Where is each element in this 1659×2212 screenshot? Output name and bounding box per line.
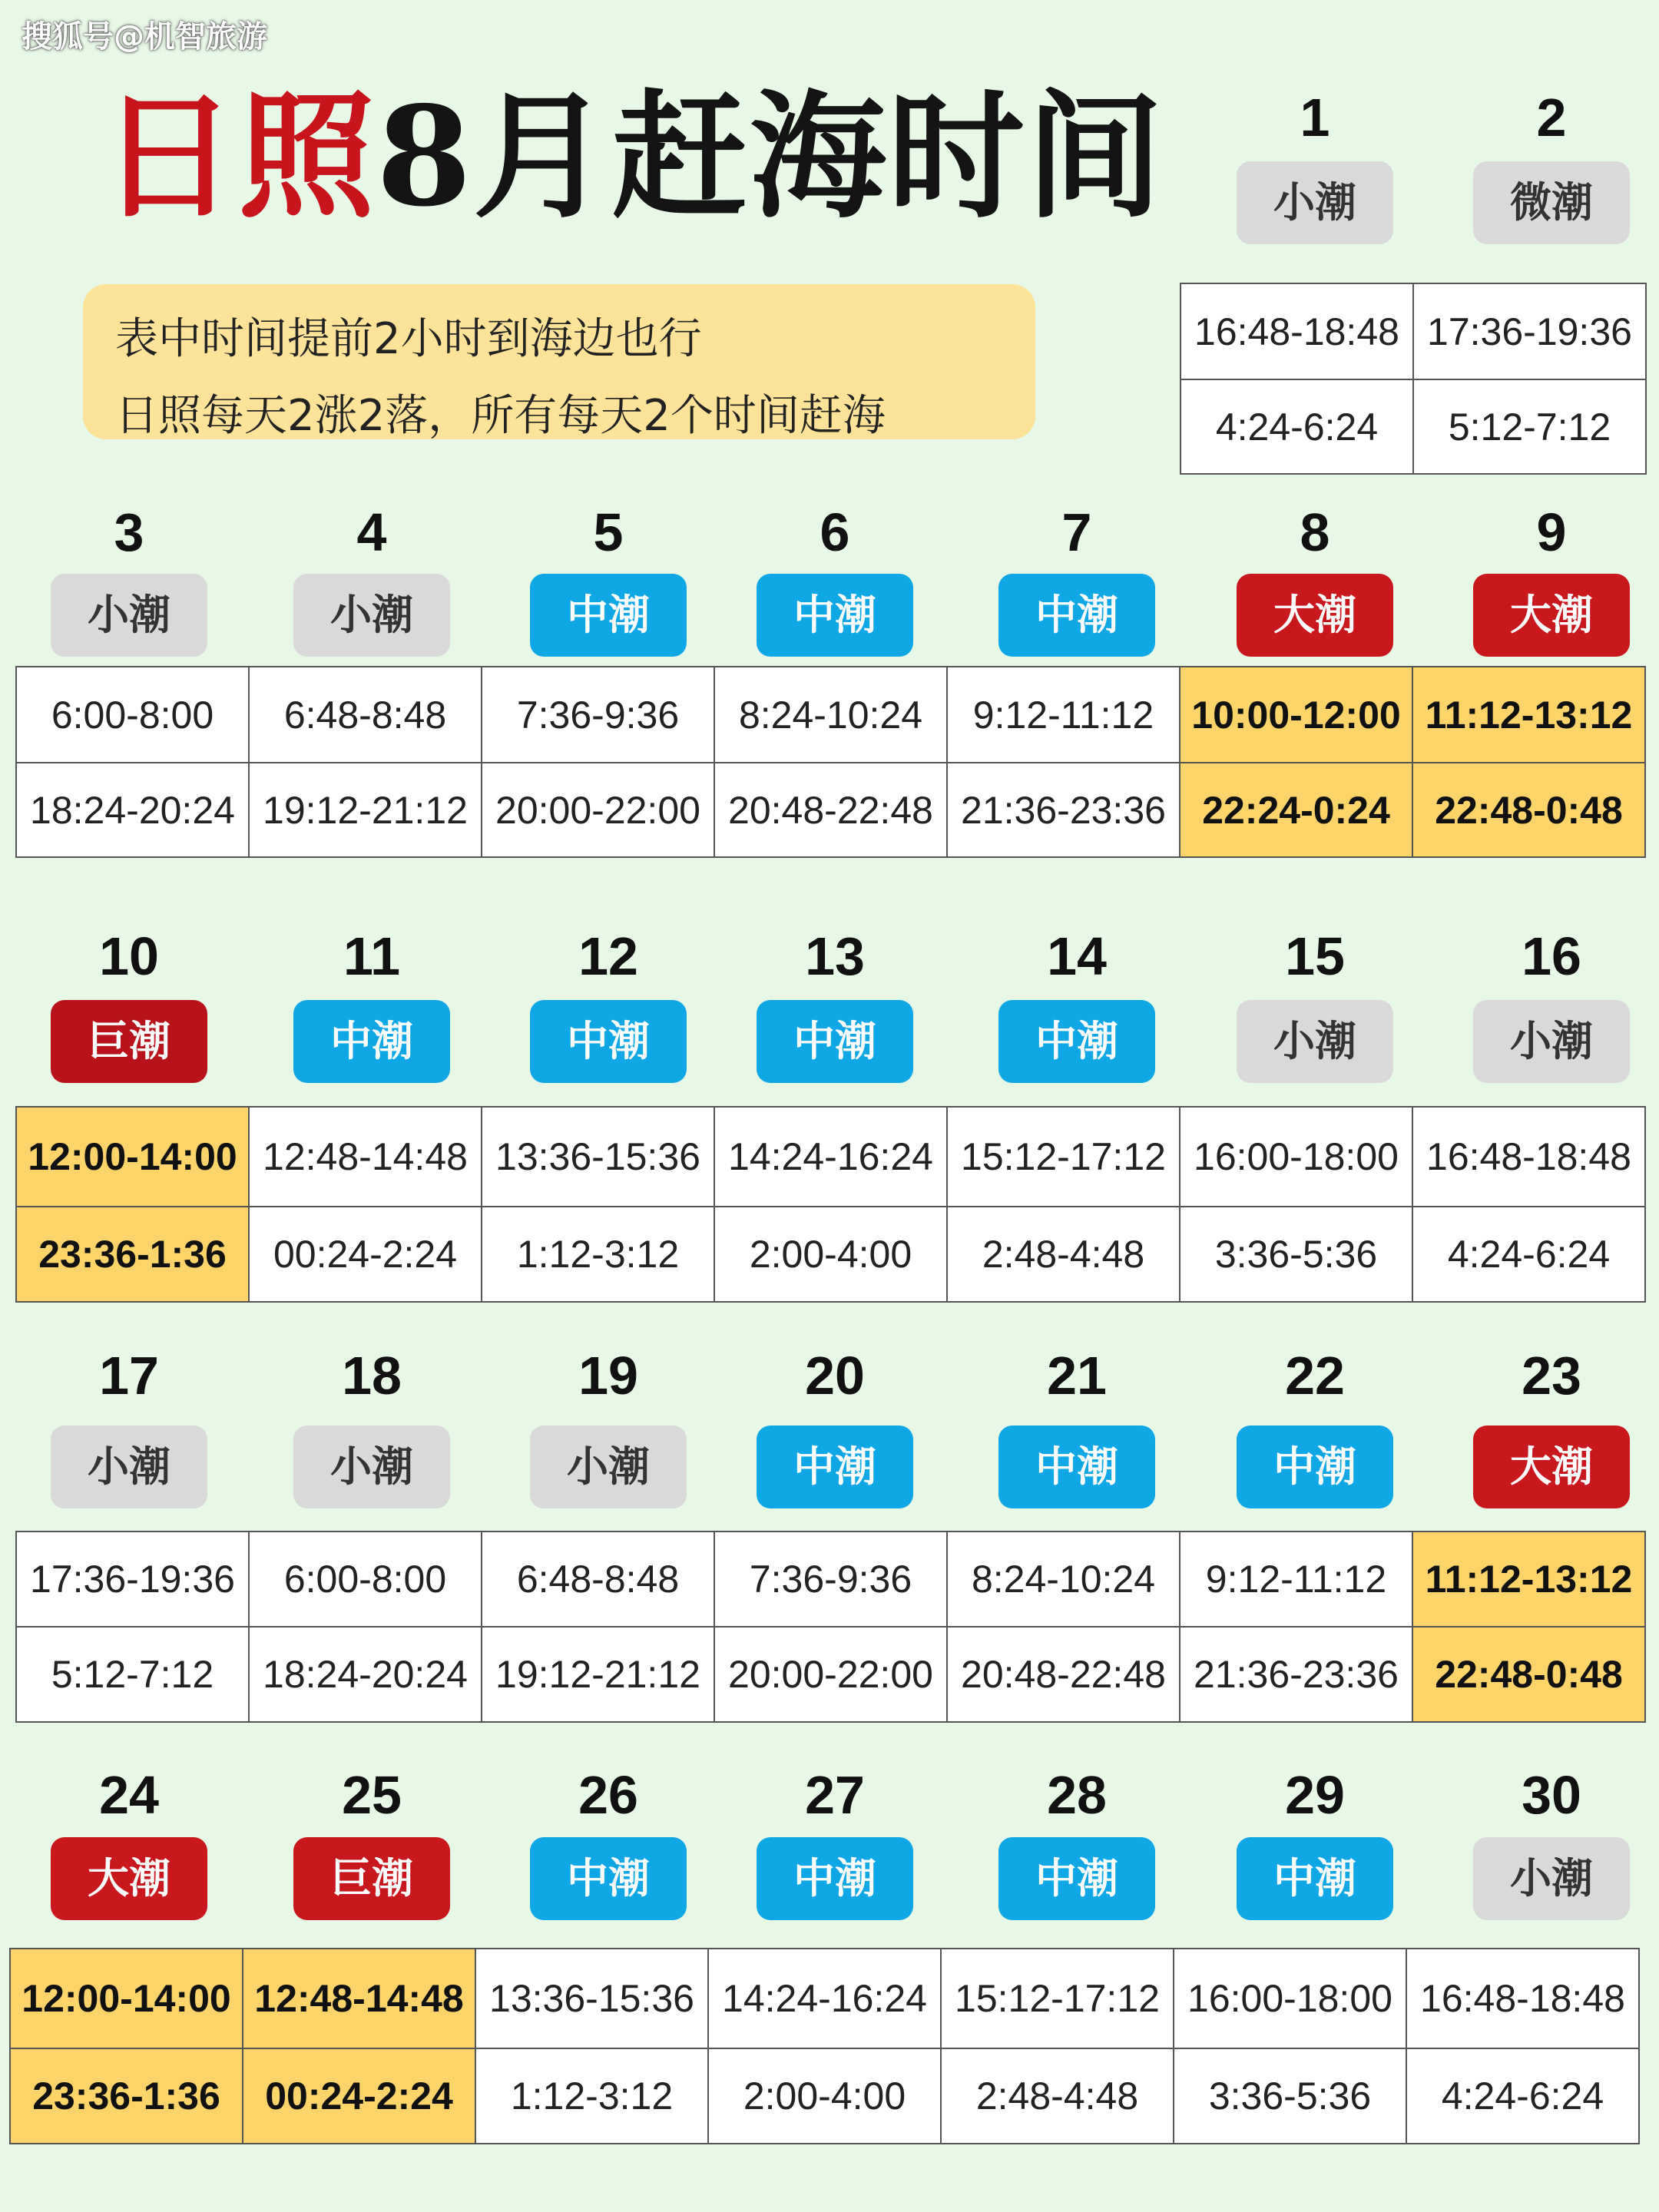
table-row bbox=[16, 667, 1645, 763]
day-number: 12 bbox=[578, 926, 638, 986]
tide-badge: 小潮 bbox=[293, 574, 450, 657]
day-number: 13 bbox=[805, 926, 865, 986]
title-city: 日照 bbox=[100, 76, 376, 237]
tide-badge: 小潮 bbox=[293, 1426, 450, 1508]
tide-badge: 中潮 bbox=[530, 1837, 687, 1920]
day-number: 16 bbox=[1522, 926, 1581, 986]
tide-badge: 中潮 bbox=[1237, 1426, 1393, 1508]
time-cell: 18:24-20:24 bbox=[16, 763, 249, 857]
tide-badge: 大潮 bbox=[1473, 574, 1630, 657]
time-cell: 17:36-19:36 bbox=[1413, 283, 1646, 379]
day-number: 14 bbox=[1047, 926, 1107, 986]
tide-badge: 中潮 bbox=[998, 574, 1155, 657]
time-cell: 16:48-18:48 bbox=[1412, 1107, 1645, 1207]
day-number: 30 bbox=[1522, 1765, 1581, 1825]
time-cell: 22:24-0:24 bbox=[1180, 763, 1412, 857]
tide-badge: 中潮 bbox=[757, 574, 913, 657]
tide-time-table bbox=[15, 666, 1646, 858]
day-number: 4 bbox=[356, 502, 387, 562]
time-cell: 12:48-14:48 bbox=[249, 1107, 482, 1207]
tide-badge: 中潮 bbox=[998, 1426, 1155, 1508]
day-number: 22 bbox=[1285, 1346, 1345, 1406]
time-cell: 20:00-22:00 bbox=[482, 763, 714, 857]
tide-badge: 大潮 bbox=[1473, 1426, 1630, 1508]
table-row bbox=[16, 1532, 1645, 1627]
time-cell: 3:36-5:36 bbox=[1174, 2048, 1406, 2144]
tide-time-table bbox=[15, 1531, 1646, 1723]
time-cell: 2:48-4:48 bbox=[941, 2048, 1174, 2144]
time-cell: 10:00-12:00 bbox=[1180, 667, 1412, 763]
time-cell: 12:48-14:48 bbox=[243, 1949, 475, 2048]
time-cell: 6:00-8:00 bbox=[249, 1532, 482, 1627]
tide-badge: 微潮 bbox=[1473, 161, 1630, 244]
day-number: 23 bbox=[1522, 1346, 1581, 1406]
time-cell: 15:12-17:12 bbox=[947, 1107, 1180, 1207]
table-row bbox=[16, 1627, 1645, 1722]
day-number: 5 bbox=[593, 502, 624, 562]
tide-badge: 小潮 bbox=[1237, 1000, 1393, 1083]
tide-badge: 小潮 bbox=[51, 574, 207, 657]
day-number: 10 bbox=[99, 926, 159, 986]
day-number: 24 bbox=[99, 1765, 159, 1825]
tide-badge: 大潮 bbox=[51, 1837, 207, 1920]
time-cell: 21:36-23:36 bbox=[947, 763, 1180, 857]
time-cell: 5:12-7:12 bbox=[1413, 379, 1646, 474]
time-cell: 22:48-0:48 bbox=[1412, 1627, 1645, 1722]
time-cell: 7:36-9:36 bbox=[714, 1532, 947, 1627]
table-row bbox=[16, 1207, 1645, 1302]
table-row bbox=[16, 1107, 1645, 1207]
time-cell: 23:36-1:36 bbox=[16, 1207, 249, 1302]
note-line-1: 表中时间提前2小时到海边也行 bbox=[115, 314, 702, 364]
time-cell: 4:24-6:24 bbox=[1412, 1207, 1645, 1302]
tide-badge: 中潮 bbox=[530, 574, 687, 657]
tide-badge: 小潮 bbox=[51, 1426, 207, 1508]
tide-badge: 小潮 bbox=[1473, 1000, 1630, 1083]
time-cell: 9:12-11:12 bbox=[947, 667, 1180, 763]
time-cell: 8:24-10:24 bbox=[947, 1532, 1180, 1627]
time-cell: 6:00-8:00 bbox=[16, 667, 249, 763]
day-number: 9 bbox=[1536, 502, 1567, 562]
time-cell: 12:00-14:00 bbox=[10, 1949, 243, 2048]
tide-badge: 中潮 bbox=[757, 1426, 913, 1508]
tide-badge: 中潮 bbox=[530, 1000, 687, 1083]
day-number: 29 bbox=[1285, 1765, 1345, 1825]
time-cell: 16:48-18:48 bbox=[1181, 283, 1413, 379]
tide-badge: 小潮 bbox=[530, 1426, 687, 1508]
day-number: 2 bbox=[1536, 88, 1567, 147]
time-cell: 2:00-4:00 bbox=[708, 2048, 941, 2144]
time-cell: 14:24-16:24 bbox=[708, 1949, 941, 2048]
time-cell: 14:24-16:24 bbox=[714, 1107, 947, 1207]
day-number: 18 bbox=[342, 1346, 402, 1406]
time-cell: 21:36-23:36 bbox=[1180, 1627, 1412, 1722]
time-cell: 8:24-10:24 bbox=[714, 667, 947, 763]
time-cell: 16:48-18:48 bbox=[1406, 1949, 1639, 2048]
day-number: 20 bbox=[805, 1346, 865, 1406]
day-number: 19 bbox=[578, 1346, 638, 1406]
time-cell: 2:48-4:48 bbox=[947, 1207, 1180, 1302]
tide-time-table bbox=[15, 1106, 1646, 1303]
day-number: 8 bbox=[1300, 502, 1330, 562]
time-cell: 17:36-19:36 bbox=[16, 1532, 249, 1627]
time-cell: 19:12-21:12 bbox=[249, 763, 482, 857]
time-cell: 13:36-15:36 bbox=[482, 1107, 714, 1207]
day-number: 21 bbox=[1047, 1346, 1107, 1406]
day-number: 11 bbox=[343, 926, 400, 986]
tide-badge: 中潮 bbox=[998, 1000, 1155, 1083]
tide-badge: 大潮 bbox=[1237, 574, 1393, 657]
time-cell: 19:12-21:12 bbox=[482, 1627, 714, 1722]
time-cell: 2:00-4:00 bbox=[714, 1207, 947, 1302]
tide-time-table bbox=[9, 1948, 1640, 2144]
day-number: 27 bbox=[805, 1765, 865, 1825]
time-cell: 20:00-22:00 bbox=[714, 1627, 947, 1722]
table-row bbox=[1181, 283, 1646, 379]
day-number: 6 bbox=[820, 502, 850, 562]
watermark: 搜狐号@机智旅游 bbox=[22, 19, 267, 55]
day-number: 15 bbox=[1285, 926, 1345, 986]
table-row bbox=[10, 2048, 1639, 2144]
time-cell: 00:24-2:24 bbox=[249, 1207, 482, 1302]
time-cell: 16:00-18:00 bbox=[1174, 1949, 1406, 2048]
day-number: 7 bbox=[1061, 502, 1092, 562]
time-cell: 20:48-22:48 bbox=[947, 1627, 1180, 1722]
time-cell: 23:36-1:36 bbox=[10, 2048, 243, 2144]
time-cell: 22:48-0:48 bbox=[1412, 763, 1645, 857]
table-row bbox=[1181, 379, 1646, 474]
time-cell: 15:12-17:12 bbox=[941, 1949, 1174, 2048]
day-number: 1 bbox=[1300, 88, 1330, 147]
time-cell: 11:12-13:12 bbox=[1412, 1532, 1645, 1627]
time-cell: 12:00-14:00 bbox=[16, 1107, 249, 1207]
day-number: 17 bbox=[99, 1346, 159, 1406]
time-cell: 6:48-8:48 bbox=[482, 1532, 714, 1627]
tide-time-table bbox=[1180, 283, 1647, 475]
time-cell: 00:24-2:24 bbox=[243, 2048, 475, 2144]
time-cell: 9:12-11:12 bbox=[1180, 1532, 1412, 1627]
day-number: 25 bbox=[342, 1765, 402, 1825]
note-line-2: 日照每天2涨2落，所有每天2个时间赶海 bbox=[115, 391, 886, 441]
tide-badge: 小潮 bbox=[1237, 161, 1393, 244]
tide-badge: 巨潮 bbox=[293, 1837, 450, 1920]
note-box bbox=[83, 284, 1035, 439]
day-number: 28 bbox=[1047, 1765, 1107, 1825]
time-cell: 1:12-3:12 bbox=[482, 1207, 714, 1302]
tide-badge: 中潮 bbox=[757, 1000, 913, 1083]
table-row bbox=[16, 763, 1645, 857]
tide-badge: 巨潮 bbox=[51, 1000, 207, 1083]
title-main: 8月赶海时间 bbox=[376, 76, 1164, 237]
time-cell: 7:36-9:36 bbox=[482, 667, 714, 763]
tide-badge: 小潮 bbox=[1473, 1837, 1630, 1920]
day-number: 3 bbox=[114, 502, 144, 562]
time-cell: 1:12-3:12 bbox=[475, 2048, 708, 2144]
time-cell: 4:24-6:24 bbox=[1181, 379, 1413, 474]
tide-badge: 中潮 bbox=[998, 1837, 1155, 1920]
time-cell: 3:36-5:36 bbox=[1180, 1207, 1412, 1302]
time-cell: 6:48-8:48 bbox=[249, 667, 482, 763]
tide-badge: 中潮 bbox=[757, 1837, 913, 1920]
time-cell: 20:48-22:48 bbox=[714, 763, 947, 857]
table-row bbox=[10, 1949, 1639, 2048]
time-cell: 11:12-13:12 bbox=[1412, 667, 1645, 763]
time-cell: 5:12-7:12 bbox=[16, 1627, 249, 1722]
tide-badge: 中潮 bbox=[293, 1000, 450, 1083]
page-title bbox=[100, 76, 1164, 237]
time-cell: 18:24-20:24 bbox=[249, 1627, 482, 1722]
time-cell: 16:00-18:00 bbox=[1180, 1107, 1412, 1207]
time-cell: 4:24-6:24 bbox=[1406, 2048, 1639, 2144]
time-cell: 13:36-15:36 bbox=[475, 1949, 708, 2048]
day-number: 26 bbox=[578, 1765, 638, 1825]
tide-badge: 中潮 bbox=[1237, 1837, 1393, 1920]
